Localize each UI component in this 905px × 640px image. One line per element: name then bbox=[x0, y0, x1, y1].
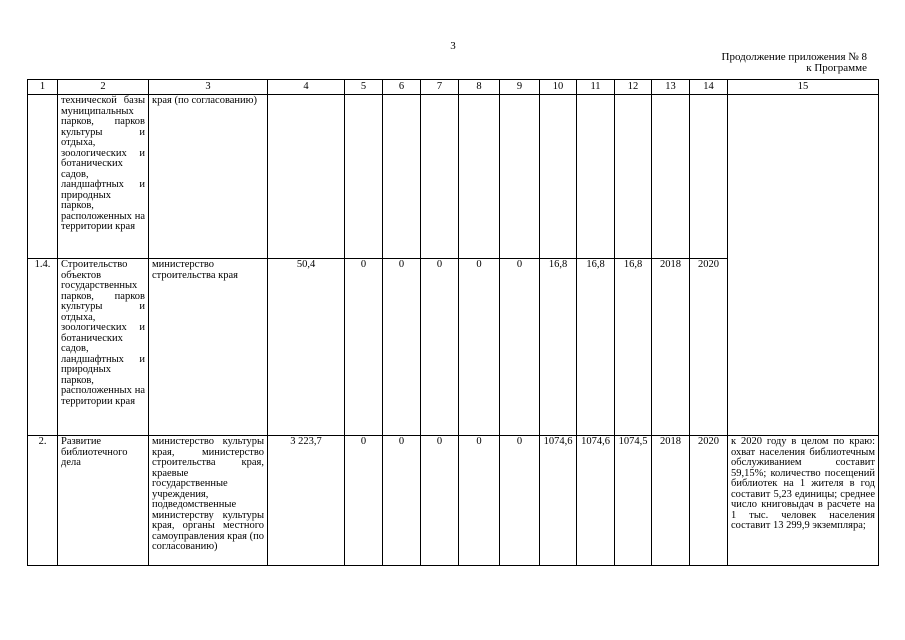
header-cell: 13 bbox=[652, 80, 690, 95]
executor: министерство строительства края bbox=[149, 259, 268, 436]
total-amount bbox=[268, 95, 345, 259]
header-cell: 5 bbox=[345, 80, 383, 95]
header-cell: 15 bbox=[728, 80, 879, 95]
header-cell: 10 bbox=[540, 80, 577, 95]
year-value bbox=[421, 95, 459, 259]
year-value bbox=[540, 95, 577, 259]
year-value: 16,8 bbox=[615, 259, 652, 436]
start-year: 2018 bbox=[652, 259, 690, 436]
measure-name: технической базы муниципальных парков, парков культуры и отдыха, зоологических и ботанических садов, ландшафтных и природных парков, расположенных на территории края bbox=[58, 95, 149, 259]
header-row bbox=[28, 80, 879, 95]
continuation-line-2: к Программе bbox=[806, 62, 867, 74]
header-cell: 1 bbox=[28, 80, 58, 95]
header-cell: 14 bbox=[690, 80, 728, 95]
measure-name: Строительство объектов государственных парков, парков культуры и отдыха, зоологических и ботанических садов, ландшафтных и природных парков, расположенных на территории края bbox=[58, 259, 149, 436]
table-row bbox=[28, 95, 879, 259]
start-year bbox=[652, 95, 690, 259]
measure-name: Развитие библиотечного дела bbox=[58, 436, 149, 566]
header-cell: 2 bbox=[58, 80, 149, 95]
header-cell: 7 bbox=[421, 80, 459, 95]
year-value: 0 bbox=[383, 259, 421, 436]
table-row bbox=[28, 436, 879, 566]
program-table bbox=[27, 79, 879, 566]
year-value: 0 bbox=[345, 436, 383, 566]
year-value: 16,8 bbox=[540, 259, 577, 436]
row-number bbox=[28, 95, 58, 259]
row-number: 1.4. bbox=[28, 259, 58, 436]
year-value: 0 bbox=[459, 436, 500, 566]
year-value bbox=[383, 95, 421, 259]
page-number: 3 bbox=[450, 40, 456, 52]
header-cell: 4 bbox=[268, 80, 345, 95]
year-value bbox=[577, 95, 615, 259]
header-cell: 3 bbox=[149, 80, 268, 95]
expected-result bbox=[728, 95, 879, 436]
year-value: 0 bbox=[500, 436, 540, 566]
year-value: 0 bbox=[421, 436, 459, 566]
year-value: 0 bbox=[459, 259, 500, 436]
row-number: 2. bbox=[28, 436, 58, 566]
total-amount: 3 223,7 bbox=[268, 436, 345, 566]
year-value bbox=[345, 95, 383, 259]
year-value bbox=[615, 95, 652, 259]
year-value: 1074,6 bbox=[540, 436, 577, 566]
executor: министерство культуры края, министерство строительства края, краевые государственные учреждения, подведомственные министерству культуры края, органы местного самоуправления края (по согласованию) bbox=[149, 436, 268, 566]
year-value bbox=[459, 95, 500, 259]
header-cell: 6 bbox=[383, 80, 421, 95]
total-amount: 50,4 bbox=[268, 259, 345, 436]
year-value: 0 bbox=[345, 259, 383, 436]
end-year: 2020 bbox=[690, 259, 728, 436]
continuation-line-1: Продолжение приложения № 8 bbox=[721, 51, 867, 63]
expected-result: к 2020 году в целом по краю: охват населения библиотечным обслуживанием составит 59,15%; количество посещений библиотек на 1 жителя в год составит 5,23 единицы; среднее число книговыдач в расчете на 1 тыс. человек населения составит 13 299,9 экземпляра; bbox=[728, 436, 879, 566]
start-year: 2018 bbox=[652, 436, 690, 566]
header-cell: 9 bbox=[500, 80, 540, 95]
year-value: 0 bbox=[500, 259, 540, 436]
year-value: 0 bbox=[421, 259, 459, 436]
header-cell: 8 bbox=[459, 80, 500, 95]
year-value: 1074,6 bbox=[577, 436, 615, 566]
year-value bbox=[500, 95, 540, 259]
end-year: 2020 bbox=[690, 436, 728, 566]
header-cell: 11 bbox=[577, 80, 615, 95]
executor: края (по согласованию) bbox=[149, 95, 268, 259]
year-value: 16,8 bbox=[577, 259, 615, 436]
end-year bbox=[690, 95, 728, 259]
continuation-note bbox=[722, 52, 867, 74]
year-value: 0 bbox=[383, 436, 421, 566]
year-value: 1074,5 bbox=[615, 436, 652, 566]
header-cell: 12 bbox=[615, 80, 652, 95]
